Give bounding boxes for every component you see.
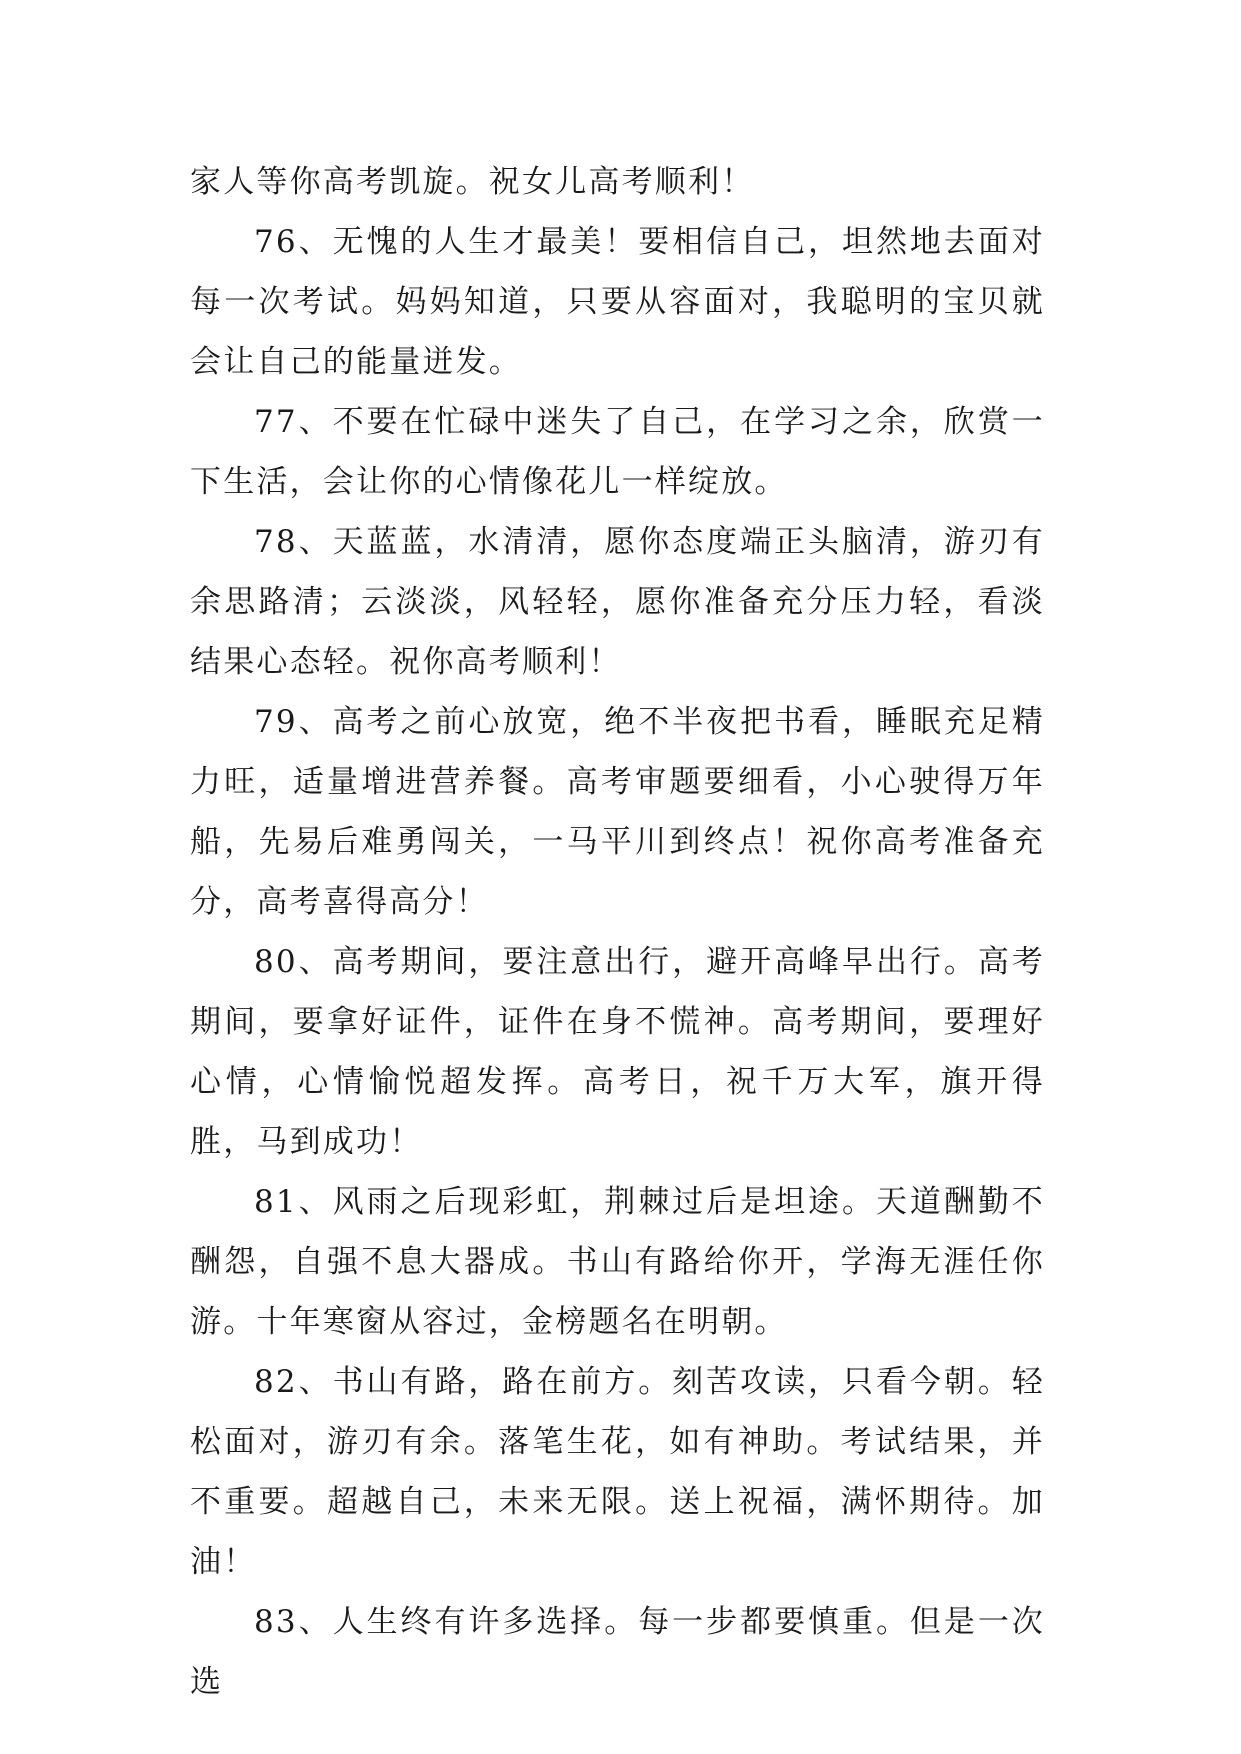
paragraph-83: 83、人生终有许多选择。每一步都要慎重。但是一次选: [190, 1604, 1045, 1700]
paragraph-continuation: 家人等你高考凯旋。祝女儿高考顺利！: [190, 164, 755, 200]
paragraph-77: 77、不要在忙碌中迷失了自己，在学习之余，欣赏一下生活，会让你的心情像花儿一样绽放。: [190, 404, 1045, 500]
document-body: [190, 152, 1045, 1712]
paragraph-79: 79、高考之前心放宽，绝不半夜把书看，睡眠充足精力旺，适量增进营养餐。高考审题要细看，小心驶得万年船，先易后难勇闯关，一马平川到终点！祝你高考准备充分，高考喜得高分！: [190, 704, 1045, 920]
paragraph-78: 78、天蓝蓝，水清清，愿你态度端正头脑清，游刃有余思路清；云淡淡，风轻轻，愿你准备充分压力轻，看淡结果心态轻。祝你高考顺利！: [190, 524, 1045, 680]
paragraph-82: 82、书山有路，路在前方。刻苦攻读，只看今朝。轻松面对，游刃有余。落笔生花，如有神助。考试结果，并不重要。超越自己，未来无限。送上祝福，满怀期待。加油！: [190, 1364, 1045, 1580]
paragraph-76: 76、无愧的人生才最美！要相信自己，坦然地去面对每一次考试。妈妈知道，只要从容面对，我聪明的宝贝就会让自己的能量迸发。: [190, 224, 1045, 380]
paragraph-81: 81、风雨之后现彩虹，荆棘过后是坦途。天道酬勤不酬怨，自强不息大器成。书山有路给你开，学海无涯任你游。十年寒窗从容过，金榜题名在明朝。: [190, 1184, 1045, 1340]
paragraph-80: 80、高考期间，要注意出行，避开高峰早出行。高考期间，要拿好证件，证件在身不慌神。高考期间，要理好心情，心情愉悦超发挥。高考日，祝千万大军，旗开得胜，马到成功！: [190, 944, 1045, 1160]
